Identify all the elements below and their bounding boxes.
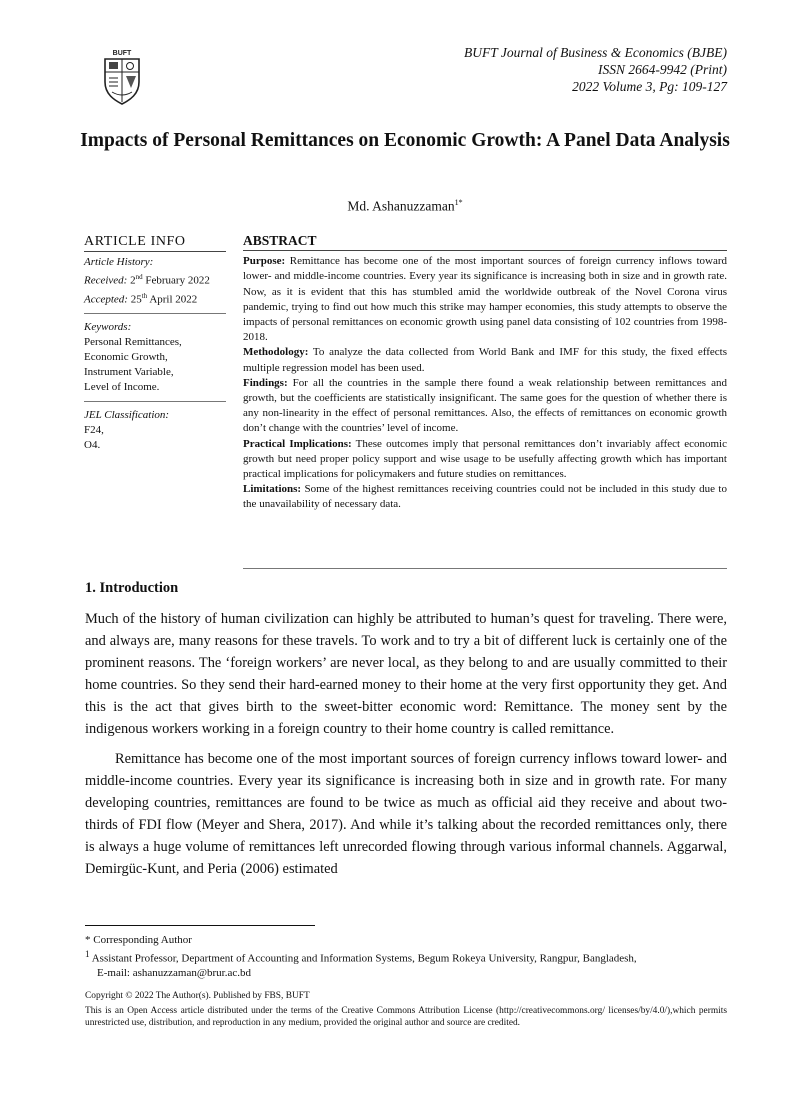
paragraph: Much of the history of human civilization can highly be attributed to human’s quest for traveling. There were, and always are, many reasons for these travels. To work and to try a bit of different luck is certainly one of the prominent reasons. The ‘foreign workers’ are never local, as they belong to and are usually committed to their home countries. So they send their hard-earned money to their home at the very first opportunity they get. And this is the act that gives birth to the sweet-bitter economic word: Remittance. The money sent by the indigenous workers working in a foreign country to their home country is called remittance. <box>85 611 727 737</box>
abstract-findings: Findings: For all the countries in the sample there found a weak relationship between remittances and growth, but the coefficients are statistically insignificant. The same goes for the question of whether there is any non-linearity in the effect of personal remittances. Also, the effects of remittances on economic growth don’t change with the countries’ level of income. <box>243 376 727 435</box>
journal-issn: ISSN 2664-9942 (Print) <box>598 62 727 77</box>
abstract-heading: ABSTRACT <box>243 233 727 251</box>
author-line <box>80 198 730 215</box>
abstract-implications: Practical Implications: These outcomes imply that personal remittances don’t invariably affect economic growth but need proper policy support and wise usage to be usefully affecting growth which has important practical implications for policymakers and future studies on remittances. <box>243 437 727 481</box>
copyright-notice <box>85 990 727 1032</box>
keyword-item: Economic Growth, <box>84 351 168 364</box>
author-name: Md. Ashanuzzaman <box>347 198 455 214</box>
history-label: Article History: <box>84 256 154 268</box>
section-heading-introduction: 1. Introduction <box>85 580 179 596</box>
buft-logo <box>100 48 144 106</box>
article-info-heading: ARTICLE INFO <box>84 234 226 252</box>
keywords-section <box>84 320 226 402</box>
logo-text: BUFT <box>112 50 132 57</box>
keywords-label: Keywords: <box>84 321 132 334</box>
footnote-divider <box>85 925 315 926</box>
journal-name: BUFT Journal of Business & Economics (BJBE) <box>464 45 727 60</box>
accepted-date: Accepted: 25th April 2022 <box>84 291 198 306</box>
abstract-limitations: Limitations: Some of the highest remittances receiving countries could not be included in this study due to the unavailability of necessary data. <box>243 483 727 511</box>
license-text: This is an Open Access article distributed under the terms of the Creative Commons Attribution License (http://creativecommons.org/ licenses/by/4.0/),which permits unrestricted use, distribution, and reproduction in any medium, provided the original author and source are credited. <box>85 1005 727 1028</box>
author-mark: 1* <box>454 198 463 207</box>
article-info <box>84 234 226 465</box>
article-history <box>84 255 226 314</box>
abstract-divider <box>243 568 727 569</box>
footnote-affiliation: $^1$ Assistant Professor, Department of Accounting and Information Systems, Begum Rokeya University, Rangpur, Bangladesh, <box>85 949 637 965</box>
copyright-line: Copyright © 2022 The Author(s). Published by FBS, BUFT <box>85 991 310 1001</box>
footnote-email[interactable]: E-mail: ashanuzzaman@brur.ac.bd <box>97 966 251 979</box>
keyword-item: Personal Remittances, <box>84 336 182 349</box>
keyword-item: Instrument Variable, <box>84 366 174 379</box>
journal-volume: 2022 Volume 3, Pg: 109-127 <box>572 79 727 94</box>
jel-label: JEL Classification: <box>84 409 170 422</box>
journal-header <box>464 44 727 95</box>
keyword-item: Level of Income. <box>84 381 160 394</box>
abstract <box>243 233 727 513</box>
abstract-methodology: Methodology: To analyze the data collected from World Bank and IMF for this study, the fixed effects multiple regression model has been used. <box>243 346 727 374</box>
footnote-corresponding: * Corresponding Author <box>85 934 192 946</box>
abstract-purpose: Purpose: Remittance has become one of the most important sources of foreign currency inflows toward lower- and middle-income countries. Every year its significance is increasing both in size and in growth rate. Now, as it is evident that this has stumbled amid the worldwide outbreak of the Novel Corona virus pandemic, trying to find out how much this strike may hamper economies, this study attempts to observe the impacts of personal remittances on economic growth using panel data consisting of 102 countries from 1998-2018. <box>243 255 727 344</box>
jel-section <box>84 408 226 459</box>
received-date: Received: 2nd February 2022 <box>84 273 210 287</box>
introduction-body <box>85 608 727 888</box>
paper-title: Impacts of Personal Remittances on Economic Growth: A Panel Data Analysis <box>80 130 730 151</box>
footnotes <box>85 933 727 980</box>
paragraph: Remittance has become one of the most important sources of foreign currency inflows toward lower- and middle-income countries. Every year its significance is increasing both in size and in growth rate. For many developing countries, remittances are found to be twice as much as official aid they receive and about two-thirds of FDI flow (Meyer and Shera, 2017). And while it’s talking about the recorded remittances only, there is always a huge volume of remittances left unrecorded flowing through various informal channels. Aggarwal, Demirgüc-Kunt, and Peria (2006) estimated <box>85 751 727 877</box>
jel-item: F24, <box>84 424 104 437</box>
jel-item: O4. <box>84 439 101 452</box>
